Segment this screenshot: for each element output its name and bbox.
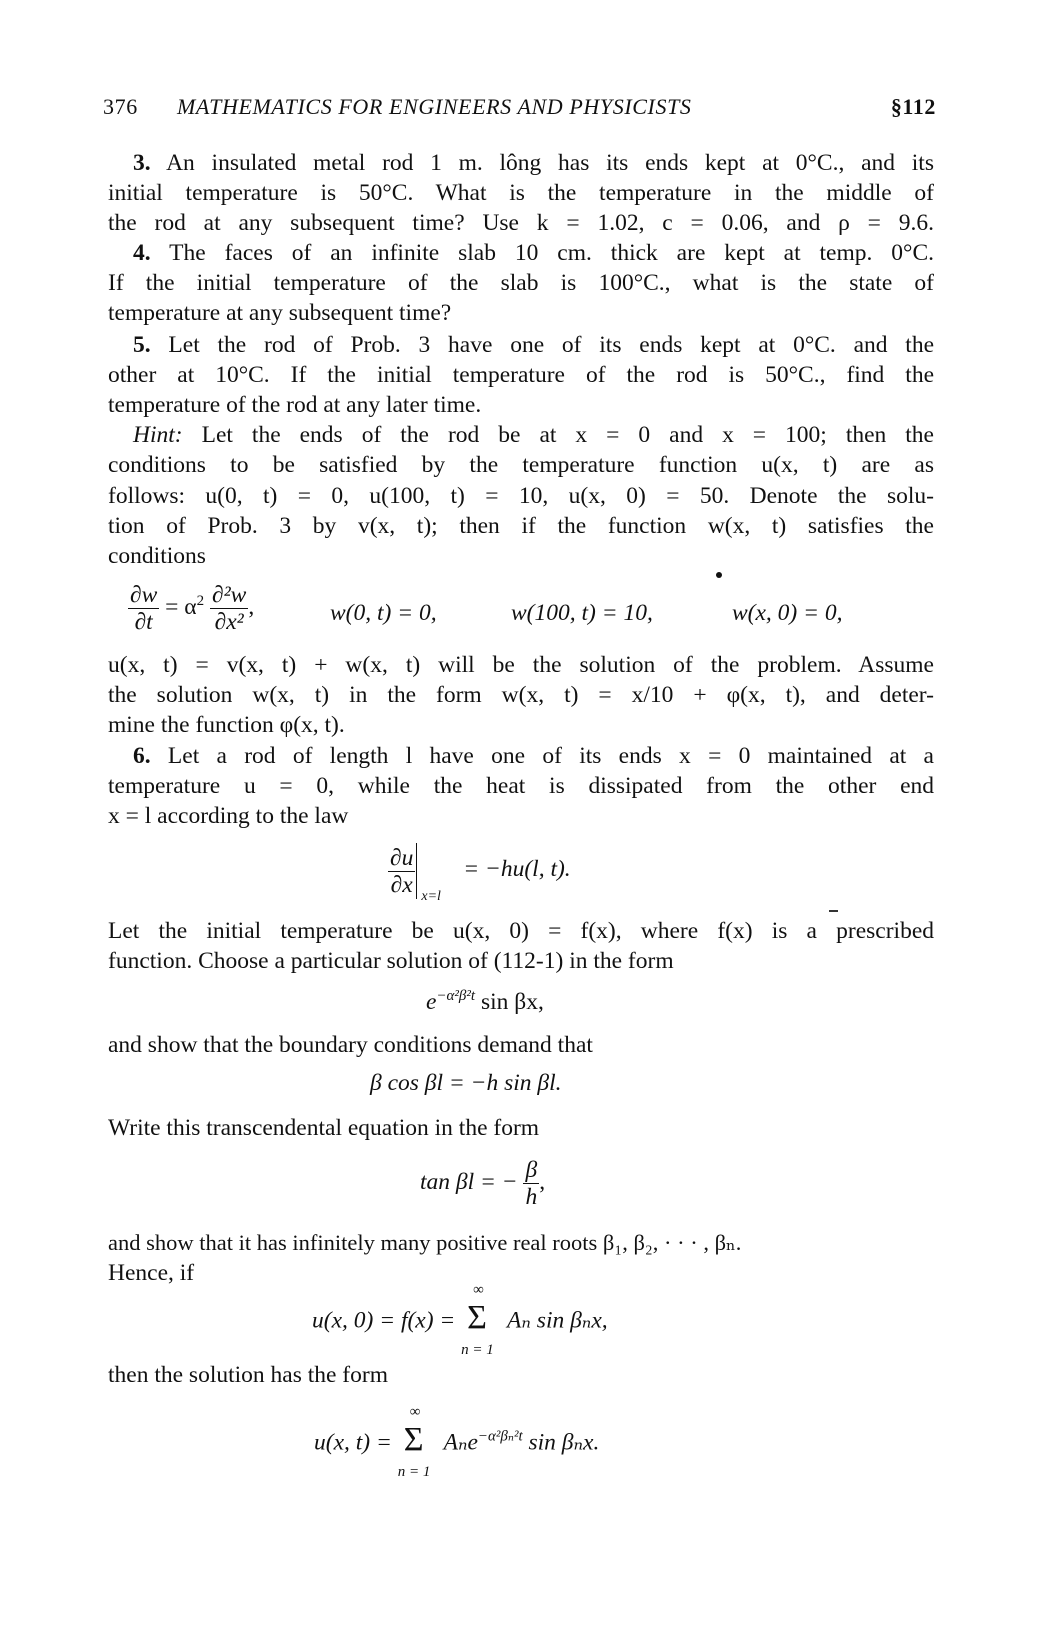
equation-tan: tan βl = − $\frac{\beta}{h}$ , [420,1157,546,1210]
condition-wx0: w(x, 0) = 0, [732,600,843,626]
dw-dt-fraction: $\frac{\partial w}{\partial t}$ [130,582,158,635]
problem-4-line-3: temperature at any subsequent time? [108,300,452,326]
condition-w100t: w(100, t) = 10, [511,600,653,626]
du-dx-fraction: $\frac{\partial u}{\partial x}$ [390,844,414,898]
hint-line-4: tion of Prob. 3 by v(x, t); then if the function w(x, t) satisfies the [108,513,934,539]
problem-6-number: 6. [133,743,151,769]
problem-4-line-2: If the initial temperature of the slab is 100°C., what is the state of [108,270,934,296]
problem-6-line-7: Write this transcendental equation in the form [108,1115,540,1141]
problem-3-number: 3. [133,150,151,176]
evaluation-bar: x=l [416,843,447,899]
problem-6-line-6: and show that the boundary conditions demand that [108,1032,593,1058]
problem-6-line-8: and show that it has infinitely many positive real roots β₁, β₂, · · · , βₙ. [108,1230,742,1255]
problem-6-line-5: function. Choose a particular solution of (112-1) in the form [108,948,674,974]
section-number: §112 [890,94,936,119]
problem-5-line-3: temperature of the rod at any later time. [108,392,482,418]
hint-line-5: conditions [108,543,206,569]
problem-6-line-10: then the solution has the form [108,1362,388,1388]
page-number: 376 [103,94,138,119]
problem-6-line-4: Let the initial temperature be u(x, 0) = f(x), where f(x) is a prescribed [108,918,934,944]
ink-speck [716,572,722,578]
problem-5-line-1: 5. Let the rod of Prob. 3 have one of its ends kept at 0°C. and the [133,332,935,358]
equation-pde: $\frac{\partial w}{\partial t}$ = $\alpha^2$ $\frac{\text{∂²w}}{\text{∂x²}}$ , [130,582,255,635]
problem-4-line-1: 4. The faces of an infinite slab 10 cm. thick are kept at temp. 0°C. [133,240,934,266]
beta-h-fraction: $\frac{\beta}{h}$ [525,1157,538,1210]
sum-symbol-2: ∞ Σ n = 1 [397,1404,431,1480]
problem-6-line-9: Hence, if [108,1260,195,1286]
after-line-2: the solution w(x, t) in the form w(x, t) = x/10 + φ(x, t), and deter- [108,682,934,708]
problem-3-line-1: 3. An insulated metal rod 1 m. lông has its ends kept at 0°C., and its [133,150,934,176]
equation-heat-law: $\frac{\partial u}{\partial x}$ x=l = −hu(l, t). [390,844,571,904]
equation-series-solution: u(x, t) = ∞ Σ n = 1 Aₙe$^{-\alpha^2\beta_n^2t}$ sin βₙx. [314,1404,600,1480]
equation-particular-solution: $e^{-\alpha^2\beta^2t}$ sin βx, [426,988,544,1015]
problem-4-number: 4. [133,240,151,266]
sum-symbol-1: ∞ Σ n = 1 [461,1282,494,1358]
problem-6-line-3: x = l according to the law [108,803,349,829]
equation-boundary: β cos βl = −h sin βl. [370,1070,562,1096]
hint-label: Hint: [133,422,183,448]
problem-6-line-2: temperature u = 0, while the heat is dissipated from the other end [108,773,934,799]
after-line-3: mine the function φ(x, t). [108,712,345,738]
hint-line-3: follows: u(0, t) = 0, u(100, t) = 10, u(x, 0) = 50. Denote the solu- [108,483,934,509]
problem-5-number: 5. [133,332,151,358]
d2w-dx2-fraction: $\frac{\text{∂²w}}{\text{∂x²}}$ [212,582,247,635]
problem-3-line-2: initial temperature is 50°C. What is the temperature in the middle of [108,180,934,206]
problem-6-line-1: 6. Let a rod of length l have one of its ends x = 0 maintained at a [133,743,934,769]
stray-mark [829,910,838,912]
problem-5-line-2: other at 10°C. If the initial temperature of the rod is 50°C., find the [108,362,934,388]
hint-line-1: Hint: Let the ends of the rod be at x = 0 and x = 100; then the [133,422,934,448]
condition-w0t: w(0, t) = 0, [330,600,437,626]
hint-line-2: conditions to be satisfied by the temperature function u(x, t) are as [108,452,934,478]
problem-3-line-3: the rod at any subsequent time? Use k = 1.02, c = 0.06, and ρ = 9.6. [108,210,934,236]
after-line-1: u(x, t) = v(x, t) + w(x, t) will be the solution of the problem. Assume [108,652,934,678]
book-title: MATHEMATICS FOR ENGINEERS AND PHYSICISTS [177,94,692,119]
equation-series-initial: u(x, 0) = f(x) = ∞ Σ n = 1 Aₙ sin βₙx, [312,1282,608,1358]
